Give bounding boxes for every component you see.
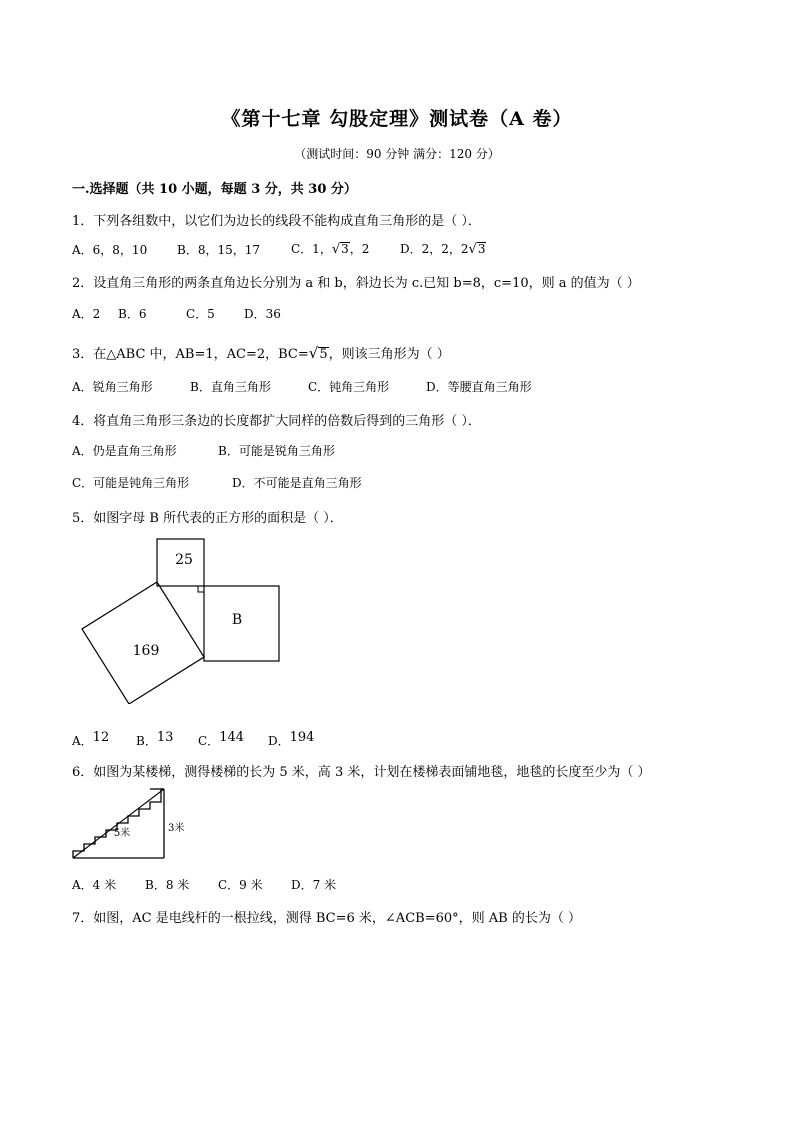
q2-option-c: C．5 <box>186 307 215 321</box>
staircase-figure <box>70 786 200 864</box>
q6-option-d: D．7 米 <box>291 878 337 892</box>
q4-option-d: D．不可能是直角三角形 <box>232 476 362 490</box>
q5-option-c: C．144 <box>198 730 245 748</box>
q5-option-d: D．194 <box>268 730 315 748</box>
squares-figure <box>70 534 290 704</box>
q1-option-b: B．8，15，17 <box>177 243 260 257</box>
label-B: B <box>231 612 243 628</box>
question-5-stem: 5．如图字母 B 所代表的正方形的面积是（ ）． <box>72 511 343 526</box>
q3-option-a: A．锐角三角形 <box>72 380 153 394</box>
q3-option-c: C．钝角三角形 <box>308 380 390 394</box>
q4-option-b: B．可能是锐角三角形 <box>218 444 335 458</box>
question-4-stem: 4．将直角三角形三条边的长度都扩大同样的倍数后得到的三角形（ ）． <box>72 414 481 429</box>
question-7-stem: 7．如图，AC 是电线杆的一根拉线，测得 BC=6 米，∠ACB=60°，则 AB 的长为（ ） <box>72 911 581 926</box>
staircase-hypotenuse <box>73 789 164 858</box>
question-1-stem: 1．下列各组数中，以它们为边长的线段不能构成直角三角形的是（ ）． <box>72 214 481 229</box>
section-heading: 一.选择题（共 10 小题，每题 3 分，共 30 分） <box>72 182 357 197</box>
label-3m: 3米 <box>168 823 185 834</box>
page-title: 《第十七章 勾股定理》测试卷（A 卷） <box>221 108 573 130</box>
q1-option-c: C．1，√3，2 <box>291 242 370 257</box>
q1-option-a: A．6，8，10 <box>72 243 148 257</box>
q5-option-b: B．13 <box>136 730 174 748</box>
q6-option-c: C．9 米 <box>218 878 263 892</box>
question-3-stem: 3．在△ABC 中，AB=1，AC=2，BC=√5，则该三角形为（ ） <box>72 344 450 362</box>
exam-info: （测试时间：90 分钟 满分：120 分） <box>294 147 500 161</box>
label-25: 25 <box>175 552 193 568</box>
label-169: 169 <box>132 643 160 659</box>
q2-option-d: D．36 <box>244 307 281 321</box>
q4-option-a: A．仍是直角三角形 <box>72 444 177 458</box>
question-6-stem: 6．如图为某楼梯，测得楼梯的长为 5 米，高 3 米，计划在楼梯表面铺地毯，地毯的长度至少为（ ） <box>72 765 651 780</box>
label-5m: 5米 <box>113 828 131 839</box>
q1-option-d: D．2，2，2√3 <box>400 242 486 257</box>
q3-option-d: D．等腰直角三角形 <box>426 380 532 394</box>
question-2-stem: 2．设直角三角形的两条直角边长分别为 a 和 b，斜边长为 c.已知 b=8，c=10，则 a 的值为（ ） <box>72 276 640 291</box>
q2-option-a: A．2 <box>72 307 101 321</box>
q6-option-b: B．8 米 <box>145 878 190 892</box>
q4-option-c: C．可能是钝角三角形 <box>72 476 190 490</box>
q3-option-b: B．直角三角形 <box>190 380 271 394</box>
right-angle-mark <box>198 586 204 592</box>
q2-option-b: B．6 <box>118 307 147 321</box>
q6-option-a: A．4 米 <box>72 878 117 892</box>
q5-option-a: A．12 <box>72 730 110 748</box>
